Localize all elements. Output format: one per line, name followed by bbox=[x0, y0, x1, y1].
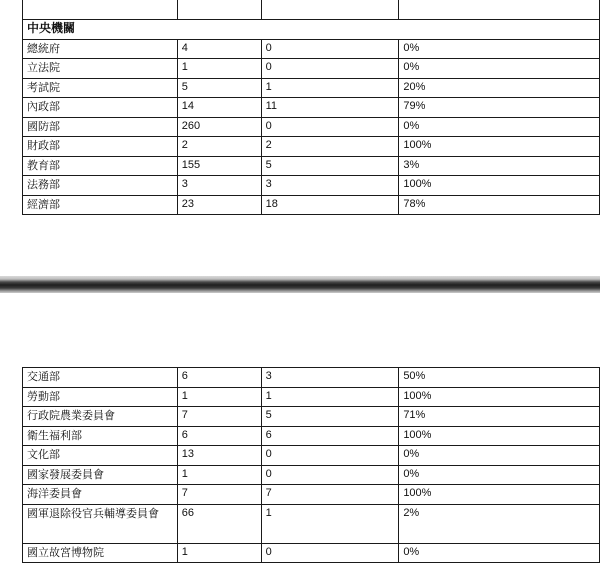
table-row bbox=[23, 543, 600, 563]
completed-count: 5 bbox=[261, 407, 399, 427]
completed-count: 3 bbox=[261, 368, 399, 388]
table-row bbox=[23, 426, 600, 446]
agency-name: 文化部 bbox=[23, 446, 178, 466]
completed-count: 1 bbox=[261, 78, 399, 98]
percentage: 100% bbox=[399, 387, 600, 407]
completed-count: 7 bbox=[261, 485, 399, 505]
agency-name: 國防部 bbox=[23, 117, 178, 137]
total-count: 5 bbox=[177, 78, 261, 98]
table-row bbox=[23, 504, 600, 543]
total-count: 3 bbox=[177, 176, 261, 196]
agency-name: 行政院農業委員會 bbox=[23, 407, 178, 427]
table-row bbox=[23, 446, 600, 466]
total-count: 260 bbox=[177, 117, 261, 137]
table-row bbox=[23, 39, 600, 59]
total-count: 66 bbox=[177, 504, 261, 543]
section-header-row bbox=[23, 20, 600, 40]
percentage: 78% bbox=[399, 195, 600, 215]
agency-name: 勞動部 bbox=[23, 387, 178, 407]
completed-count: 1 bbox=[261, 387, 399, 407]
percentage: 20% bbox=[399, 78, 600, 98]
total-count: 6 bbox=[177, 368, 261, 388]
agency-name: 國家發展委員會 bbox=[23, 465, 178, 485]
percentage: 100% bbox=[399, 426, 600, 446]
percentage: 71% bbox=[399, 407, 600, 427]
agency-name: 法務部 bbox=[23, 176, 178, 196]
total-count: 1 bbox=[177, 465, 261, 485]
completed-count: 5 bbox=[261, 156, 399, 176]
table-row bbox=[23, 78, 600, 98]
table-top-strip bbox=[23, 0, 600, 20]
agency-table-part-2 bbox=[22, 367, 600, 563]
percentage: 0% bbox=[399, 446, 600, 466]
total-count: 13 bbox=[177, 446, 261, 466]
total-count: 6 bbox=[177, 426, 261, 446]
total-count: 1 bbox=[177, 543, 261, 563]
agency-name: 總統府 bbox=[23, 39, 178, 59]
completed-count: 2 bbox=[261, 137, 399, 157]
table-row bbox=[23, 368, 600, 388]
percentage: 0% bbox=[399, 117, 600, 137]
completed-count: 0 bbox=[261, 543, 399, 563]
percentage: 100% bbox=[399, 176, 600, 196]
total-count: 155 bbox=[177, 156, 261, 176]
table-row bbox=[23, 98, 600, 118]
total-count: 2 bbox=[177, 137, 261, 157]
percentage: 2% bbox=[399, 504, 600, 543]
total-count: 14 bbox=[177, 98, 261, 118]
agency-name: 經濟部 bbox=[23, 195, 178, 215]
page-divider bbox=[0, 276, 600, 293]
agency-name: 立法院 bbox=[23, 59, 178, 79]
completed-count: 0 bbox=[261, 39, 399, 59]
agency-name: 交通部 bbox=[23, 368, 178, 388]
table-row bbox=[23, 176, 600, 196]
completed-count: 0 bbox=[261, 117, 399, 137]
completed-count: 3 bbox=[261, 176, 399, 196]
table-row bbox=[23, 387, 600, 407]
table-row bbox=[23, 407, 600, 427]
percentage: 100% bbox=[399, 485, 600, 505]
table-row bbox=[23, 465, 600, 485]
agency-name: 內政部 bbox=[23, 98, 178, 118]
completed-count: 1 bbox=[261, 504, 399, 543]
percentage: 3% bbox=[399, 156, 600, 176]
completed-count: 0 bbox=[261, 465, 399, 485]
percentage: 79% bbox=[399, 98, 600, 118]
table-row bbox=[23, 195, 600, 215]
percentage: 100% bbox=[399, 137, 600, 157]
table-row bbox=[23, 485, 600, 505]
document-page-bottom bbox=[0, 293, 600, 564]
completed-count: 18 bbox=[261, 195, 399, 215]
table-row bbox=[23, 137, 600, 157]
total-count: 23 bbox=[177, 195, 261, 215]
percentage: 0% bbox=[399, 59, 600, 79]
agency-name: 財政部 bbox=[23, 137, 178, 157]
section-header-central-agencies: 中央機關 bbox=[23, 20, 600, 40]
table-row bbox=[23, 156, 600, 176]
table-row bbox=[23, 117, 600, 137]
total-count: 4 bbox=[177, 39, 261, 59]
total-count: 1 bbox=[177, 59, 261, 79]
total-count: 7 bbox=[177, 407, 261, 427]
completed-count: 0 bbox=[261, 446, 399, 466]
table-row bbox=[23, 59, 600, 79]
completed-count: 11 bbox=[261, 98, 399, 118]
agency-name: 衛生福利部 bbox=[23, 426, 178, 446]
document-page-top bbox=[0, 0, 600, 276]
total-count: 1 bbox=[177, 387, 261, 407]
percentage: 50% bbox=[399, 368, 600, 388]
percentage: 0% bbox=[399, 543, 600, 563]
agency-table-part-1 bbox=[22, 0, 600, 215]
completed-count: 0 bbox=[261, 59, 399, 79]
agency-name: 教育部 bbox=[23, 156, 178, 176]
percentage: 0% bbox=[399, 465, 600, 485]
total-count: 7 bbox=[177, 485, 261, 505]
agency-name: 國立故宮博物院 bbox=[23, 543, 178, 563]
percentage: 0% bbox=[399, 39, 600, 59]
agency-name: 海洋委員會 bbox=[23, 485, 178, 505]
agency-name: 考試院 bbox=[23, 78, 178, 98]
agency-name: 國軍退除役官兵輔導委員會 bbox=[23, 504, 178, 543]
completed-count: 6 bbox=[261, 426, 399, 446]
